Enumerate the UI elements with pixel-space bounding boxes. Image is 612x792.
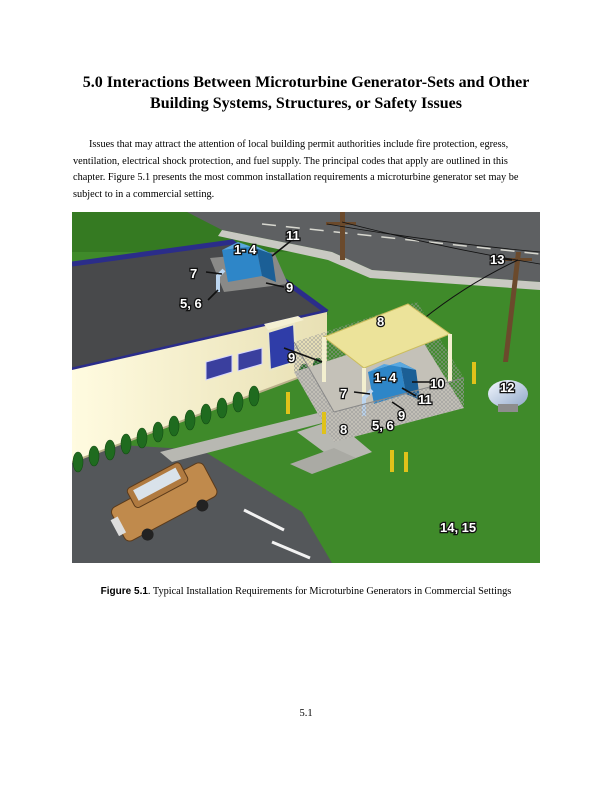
bollard	[390, 450, 394, 472]
label-roof-11: 11	[286, 228, 300, 243]
shrub	[105, 440, 115, 460]
label-ground-11: 11	[418, 392, 432, 407]
shrub	[121, 434, 131, 454]
fuel-tank-stand	[498, 404, 518, 412]
section-heading-line-2: Building Systems, Structures, or Safety Issues	[150, 95, 462, 112]
label-canopy-8: 8	[377, 314, 385, 329]
label-ground-56: 5, 6	[372, 418, 394, 433]
figure-illustration	[72, 212, 540, 563]
shrub	[201, 404, 211, 424]
label-pole-13: 13	[490, 252, 505, 267]
figure-caption-text: . Typical Installation Requirements for Microturbine Generators in Commercial Settings	[147, 586, 512, 597]
shrub	[137, 428, 147, 448]
intro-paragraph	[73, 137, 541, 203]
label-roof-7: 7	[190, 266, 198, 281]
shrub	[249, 386, 259, 406]
section-heading	[70, 72, 542, 114]
shrub	[217, 398, 227, 418]
shrub	[233, 392, 243, 412]
figure-caption-label: Figure 5.1	[100, 586, 148, 597]
label-roof-56: 5, 6	[180, 296, 202, 311]
bollard	[404, 452, 408, 472]
figure-caption	[70, 586, 542, 597]
label-door-9: 9	[288, 350, 296, 365]
bollard	[472, 362, 476, 384]
shrub	[73, 452, 83, 472]
shrub	[169, 416, 179, 436]
label-ground-unit: 1- 4	[374, 370, 397, 385]
section-heading-line-1: 5.0 Interactions Between Microturbine Generator-Sets and Other	[82, 74, 530, 91]
label-ground-7: 7	[340, 386, 348, 401]
bollard	[286, 392, 290, 414]
installation-scene	[72, 212, 540, 563]
label-lawn-1415: 14, 15	[440, 520, 477, 535]
bollard	[322, 412, 326, 434]
label-tank-12: 12	[500, 380, 515, 395]
shrub	[153, 422, 163, 442]
label-ground-9: 9	[398, 408, 406, 423]
intro-paragraph-text: Issues that may attract the attention of local building permit authorities include fire protection, egress, ventilation, electrical shock protection, and fuel supply. The principal codes that apply are outlined in this chapter. Figure 5.1 presents the most common installation requirements a microturbine generator set may be subject to in a commercial setting.	[73, 139, 519, 200]
label-fence-8: 8	[340, 422, 348, 437]
shrub	[89, 446, 99, 466]
utility-pole-left	[340, 212, 345, 260]
label-ground-10: 10	[430, 376, 445, 391]
label-roof-unit: 1- 4	[234, 242, 257, 257]
page-number: 5.1	[299, 708, 313, 719]
label-roof-9: 9	[286, 280, 294, 295]
shrub	[185, 410, 195, 430]
